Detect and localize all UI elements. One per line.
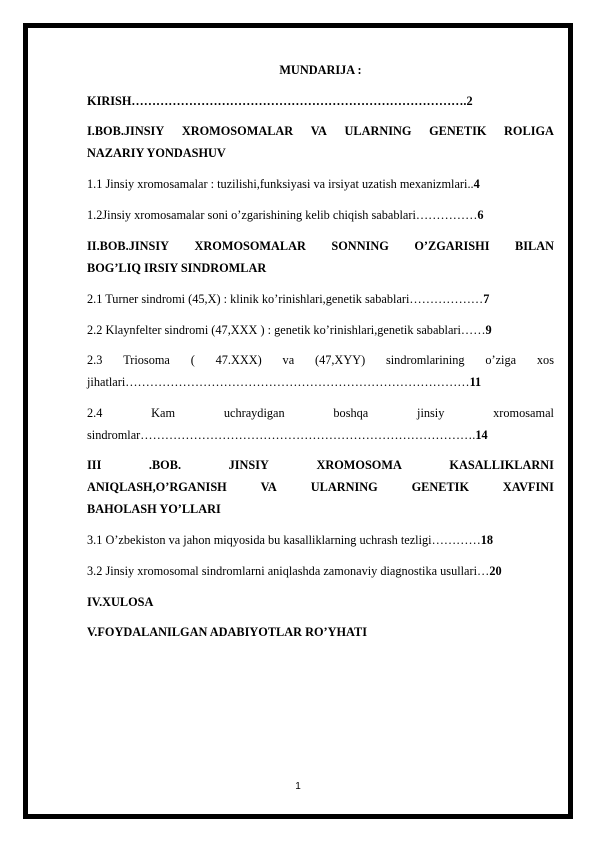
word: VA xyxy=(310,124,327,138)
word: ANIQLASH,O’RGANISH xyxy=(87,480,227,494)
entry-page: 11 xyxy=(469,375,482,389)
word: Triosoma xyxy=(123,353,170,367)
entry-page: 7 xyxy=(483,292,490,306)
page-border xyxy=(23,23,573,819)
word: 2.4 xyxy=(87,406,103,420)
entry-page: 20 xyxy=(489,564,502,578)
toc-entry-xulosa[interactable]: IV.XULOSA xyxy=(87,595,154,609)
toc-chapter-2-line1[interactable] xyxy=(87,238,554,254)
word: Kam xyxy=(151,406,176,420)
entry-text: 2.1 Turner sindromi (45,X) : klinik ko’rinishlari,genetik sabablari……………… xyxy=(87,292,484,306)
word: XROMOSOMA xyxy=(316,458,402,472)
word: SONNING xyxy=(331,239,389,253)
word: VA xyxy=(260,480,277,494)
word: XAVFINI xyxy=(502,480,554,494)
word: xromosamal xyxy=(493,406,554,420)
toc-entry-2-3-line2[interactable] xyxy=(87,374,554,390)
toc-entry-2-3-line1[interactable] xyxy=(87,352,554,368)
word: (47,XYY) xyxy=(314,353,366,367)
entry-page: 14 xyxy=(475,428,488,442)
toc-entry-kirish[interactable]: KIRISH……………………………………………………………………….2 xyxy=(87,94,473,108)
toc-entry-2-4-line1[interactable] xyxy=(87,405,554,421)
toc-entry-1-1[interactable] xyxy=(87,176,554,192)
page-number: 1 xyxy=(295,781,301,792)
toc-entry-2-2[interactable] xyxy=(87,322,554,338)
entry-page: 4 xyxy=(473,177,480,191)
entry-text: sindromlar………………………………………………………………………. xyxy=(87,428,476,442)
entry-text: 1.1 Jinsiy xromosamalar : tuzilishi,funksiyasi va irsiyat uzatish mexanizmlari.. xyxy=(87,177,474,191)
entry-text: jihatlari………………………………………………………………………… xyxy=(87,375,470,389)
toc-entry-2-4-line2[interactable] xyxy=(87,427,554,443)
word: xos xyxy=(536,353,554,367)
toc-chapter-3-line2[interactable] xyxy=(87,479,554,495)
entry-text: 1.2Jinsiy xromosamalar soni o’zgarishining kelib chiqish sabablari…………… xyxy=(87,208,478,222)
word: II.BOB.JINSIY xyxy=(87,239,170,253)
entry-text: 3.2 Jinsiy xromosomal sindromlarni aniqlashda zamonaviy diagnostika usullari… xyxy=(87,564,490,578)
toc-chapter-2-line2[interactable]: BOG’LIQ IRSIY SINDROMLAR xyxy=(87,261,267,275)
word: ROLIGA xyxy=(504,124,554,138)
entry-page: 18 xyxy=(480,533,494,547)
word: ( xyxy=(190,353,195,367)
toc-chapter-3-line3[interactable]: BAHOLASH YO’LLARI xyxy=(87,502,221,516)
word: .BOB. xyxy=(148,458,182,472)
entry-text: 2.2 Klaynfelter sindromi (47,XXX ) : genetik ko’rinishlari,genetik sabablari…… xyxy=(87,323,486,337)
word: uchraydigan xyxy=(223,406,285,420)
word: KASALLIKLARNI xyxy=(449,458,554,472)
toc-entry-3-2[interactable] xyxy=(87,563,554,579)
toc-chapter-3-line1[interactable] xyxy=(87,457,554,473)
word: ULARNING xyxy=(344,124,412,138)
word: jinsiy xyxy=(417,406,445,420)
toc-entry-2-1[interactable] xyxy=(87,291,554,307)
word: GENETIK xyxy=(429,124,487,138)
entry-page: 6 xyxy=(477,208,484,222)
word: XROMOSOMALAR xyxy=(194,239,306,253)
toc-entry-1-2[interactable] xyxy=(87,207,554,223)
word: va xyxy=(282,353,295,367)
toc-chapter-1-line2[interactable]: NAZARIY YONDASHUV xyxy=(87,146,226,160)
word: BILAN xyxy=(515,239,554,253)
word: O’ZGARISHI xyxy=(414,239,490,253)
word: 47.XXX) xyxy=(215,353,262,367)
toc-chapter-1-line1[interactable] xyxy=(87,123,554,139)
word: III xyxy=(87,458,102,472)
word: 2.3 xyxy=(87,353,103,367)
entry-page: 9 xyxy=(485,323,492,337)
word: GENETIK xyxy=(411,480,470,494)
word: XROMOSOMALAR xyxy=(181,124,294,138)
word: boshqa xyxy=(333,406,369,420)
word: sindromlarining xyxy=(385,353,465,367)
word: o’ziga xyxy=(485,353,517,367)
toc-title: MUNDARIJA : xyxy=(279,63,362,77)
word: I.BOB.JINSIY xyxy=(87,124,165,138)
word: JINSIY xyxy=(228,458,269,472)
toc-entry-3-1[interactable] xyxy=(87,532,554,548)
word: ULARNING xyxy=(310,480,378,494)
toc-entry-adabiyotlar[interactable]: V.FOYDALANILGAN ADABIYOTLAR RO’YHATI xyxy=(87,625,368,639)
entry-text: 3.1 O’zbekiston va jahon miqyosida bu kasalliklarning uchrash tezligi………… xyxy=(87,533,481,547)
